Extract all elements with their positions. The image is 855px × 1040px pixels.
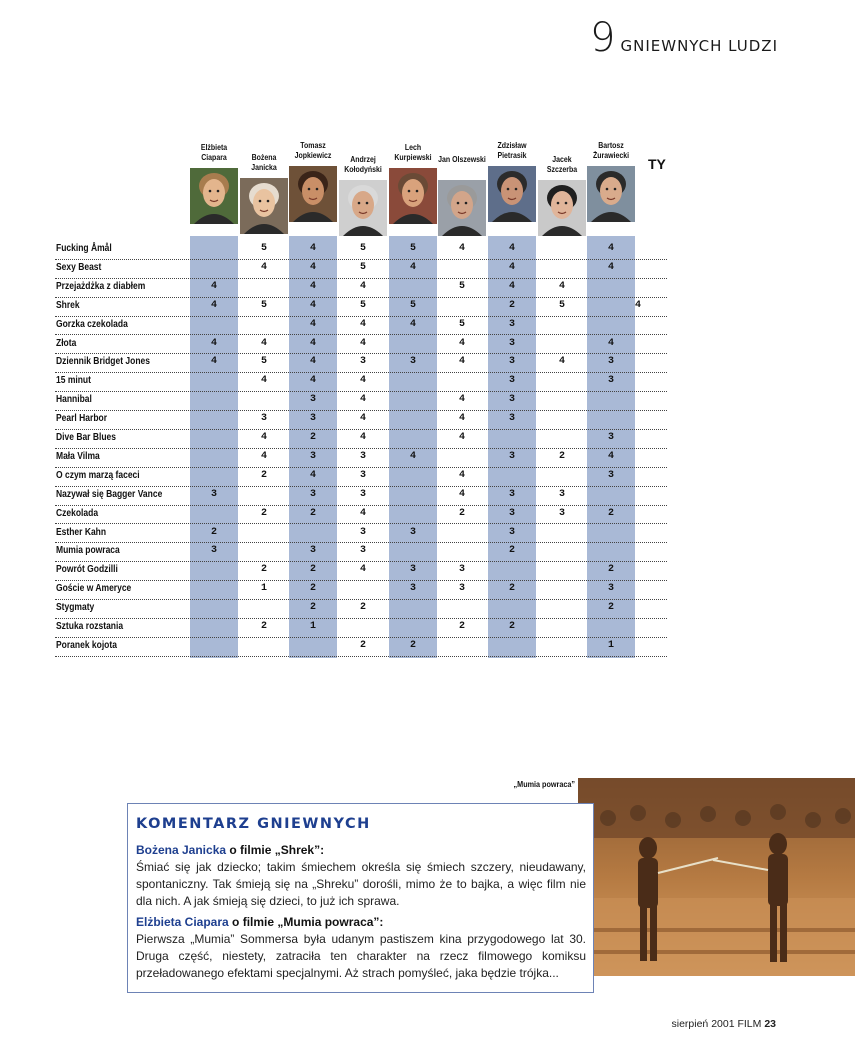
score-cell: 4 xyxy=(458,394,465,406)
score-cell: 2 xyxy=(458,621,465,632)
film-title: Złota xyxy=(56,337,77,349)
score-cell: 4 xyxy=(409,261,416,273)
score-cell: 4 xyxy=(210,356,217,368)
score-cell: 4 xyxy=(309,356,316,368)
movie-still-photo xyxy=(578,778,855,976)
score-cell: 4 xyxy=(210,280,217,292)
score-cell: 4 xyxy=(458,413,465,425)
score-cell: 3 xyxy=(508,356,515,368)
score-cell: 3 xyxy=(607,375,614,387)
score-cell: 4 xyxy=(260,432,267,443)
reviewer-photo xyxy=(339,180,387,236)
score-cell: 5 xyxy=(458,318,465,330)
score-cell: 3 xyxy=(309,450,316,462)
score-cell: 3 xyxy=(409,526,416,538)
score-cell: 3 xyxy=(508,488,515,500)
film-title: Mumia powraca xyxy=(56,545,120,557)
score-cell: 2 xyxy=(309,602,316,614)
score-cell: 3 xyxy=(458,564,465,576)
score-cell: 4 xyxy=(309,375,316,387)
score-cell: 4 xyxy=(359,507,366,519)
score-cell: 1 xyxy=(260,583,267,595)
score-cell: 3 xyxy=(409,583,416,595)
score-cell: 3 xyxy=(260,413,267,425)
film-title: Powrót Godzilli xyxy=(56,564,118,576)
score-cell: 4 xyxy=(458,356,465,368)
score-cell: 4 xyxy=(260,375,267,387)
ty-score-cell: 4 xyxy=(634,299,641,311)
score-cell: 3 xyxy=(359,450,366,462)
score-cell: 4 xyxy=(508,261,515,273)
score-cell: 5 xyxy=(359,243,366,254)
score-cell: 2 xyxy=(508,621,515,632)
score-cell: 3 xyxy=(607,356,614,368)
score-cell: 2 xyxy=(309,507,316,519)
film-title: Shrek xyxy=(56,299,80,311)
score-cell: 4 xyxy=(359,564,366,576)
score-cell: 5 xyxy=(458,280,465,292)
film-title: Przejażdżka z diabłem xyxy=(56,280,146,292)
reviewer-name: Jacek Szczerba xyxy=(546,154,578,174)
score-cell: 2 xyxy=(359,602,366,614)
score-cell: 3 xyxy=(607,432,614,443)
score-cell: 4 xyxy=(359,318,366,330)
score-cell: 4 xyxy=(458,469,465,481)
film-title: Mała Vilma xyxy=(56,450,100,462)
comment-2 xyxy=(136,914,586,982)
comment-text: Śmiać się jak dziecko; takim śmiechem określa się śmiech szczery, nieudawany, spontaniczny. Tak śmieją się na „Shreku” dorośli, mimo że to bajka, a więc film nie dla nich. A jak śmieją się dzieci, to już ich sprawa. xyxy=(136,860,586,908)
score-cell: 4 xyxy=(359,280,366,292)
score-cell: 1 xyxy=(309,621,316,632)
reviewer-photo xyxy=(289,166,337,222)
score-cell: 4 xyxy=(260,450,267,462)
score-cell: 3 xyxy=(309,413,316,425)
score-cell: 3 xyxy=(359,356,366,368)
score-cell: 2 xyxy=(409,639,416,651)
score-cell: 3 xyxy=(210,488,217,500)
photo-caption: „Mumia powraca” xyxy=(513,779,575,789)
table-row xyxy=(55,618,667,638)
film-title: Nazywał się Bagger Vance xyxy=(56,488,163,500)
commentary-heading: KOMENTARZ GNIEWNYCH xyxy=(136,816,371,832)
score-cell: 3 xyxy=(607,583,614,595)
score-cell: 4 xyxy=(607,337,614,349)
score-cell: 3 xyxy=(409,564,416,576)
film-title: Czekolada xyxy=(56,507,99,519)
page-footer xyxy=(672,1018,777,1030)
footer-issue: sierpień 2001 FILM xyxy=(671,1018,762,1030)
score-cell: 4 xyxy=(607,243,614,254)
score-cell: 2 xyxy=(508,299,515,311)
score-cell: 4 xyxy=(309,299,316,311)
film-title: Stygmaty xyxy=(56,602,95,614)
reviewer-name: Jan Olszewski xyxy=(438,154,486,164)
commentary-box xyxy=(127,803,594,993)
film-title: Hannibal xyxy=(56,394,92,406)
score-cell: 2 xyxy=(607,564,614,576)
score-cell: 5 xyxy=(260,243,267,254)
reviewer-photo xyxy=(190,168,238,224)
score-cell: 3 xyxy=(508,507,515,519)
section-number: 9 xyxy=(590,15,615,61)
score-cell: 4 xyxy=(359,394,366,406)
score-cell: 3 xyxy=(210,545,217,557)
score-cell: 2 xyxy=(309,432,316,443)
score-cell: 4 xyxy=(359,375,366,387)
score-cell: 4 xyxy=(607,450,614,462)
score-cell: 4 xyxy=(210,337,217,349)
reviewer-name: Lech Kurpiewski xyxy=(394,142,432,162)
score-cell: 2 xyxy=(210,526,217,538)
score-cell: 4 xyxy=(260,337,267,349)
score-cell: 2 xyxy=(359,639,366,651)
reviewer-photo xyxy=(488,166,536,222)
score-cell: 3 xyxy=(508,526,515,538)
score-cell: 4 xyxy=(359,432,366,443)
score-cell: 5 xyxy=(409,243,416,254)
score-cell: 2 xyxy=(260,469,267,481)
reviewer-name: Andrzej Kołodyński xyxy=(344,154,382,174)
score-cell: 3 xyxy=(558,507,565,519)
score-cell: 3 xyxy=(309,488,316,500)
score-cell: 3 xyxy=(508,318,515,330)
film-title: 15 minut xyxy=(56,375,91,387)
score-cell: 4 xyxy=(359,413,366,425)
page-number: 23 xyxy=(764,1018,776,1030)
score-cell: 3 xyxy=(458,583,465,595)
score-cell: 3 xyxy=(508,450,515,462)
reviewer-name: Tomasz Jopkiewicz xyxy=(294,140,332,160)
score-cell: 4 xyxy=(558,280,565,292)
score-cell: 2 xyxy=(607,602,614,614)
score-cell: 4 xyxy=(309,261,316,273)
score-cell: 4 xyxy=(409,318,416,330)
reviewer-photo xyxy=(240,178,288,234)
score-cell: 3 xyxy=(359,488,366,500)
score-cell: 5 xyxy=(409,299,416,311)
ty-column-header: TY xyxy=(648,156,666,172)
score-cell: 3 xyxy=(558,488,565,500)
film-title: Pearl Harbor xyxy=(56,413,108,425)
score-cell: 3 xyxy=(409,356,416,368)
score-cell: 3 xyxy=(309,545,316,557)
score-cell: 3 xyxy=(508,375,515,387)
reviewer-name: Bożena Janicka xyxy=(251,152,277,172)
film-title: Esther Kahn xyxy=(56,526,107,538)
reviewer-name: Bartosz Żurawiecki xyxy=(592,140,630,160)
score-cell: 4 xyxy=(558,356,565,368)
comment-subject: o filmie „Mumia powraca”: xyxy=(232,915,384,929)
score-cell: 2 xyxy=(309,564,316,576)
score-cell: 4 xyxy=(458,488,465,500)
reviewer-photo xyxy=(389,168,437,224)
score-cell: 4 xyxy=(309,318,316,330)
comment-subject: o filmie „Shrek”: xyxy=(229,843,325,857)
score-cell: 3 xyxy=(359,469,366,481)
score-cell: 5 xyxy=(260,299,267,311)
score-cell: 4 xyxy=(409,450,416,462)
score-cell: 4 xyxy=(458,243,465,254)
score-cell: 2 xyxy=(260,621,267,632)
film-title: Dziennik Bridget Jones xyxy=(56,356,150,368)
score-cell: 4 xyxy=(607,261,614,273)
score-cell: 4 xyxy=(458,337,465,349)
score-cell: 4 xyxy=(508,280,515,292)
score-cell: 3 xyxy=(359,545,366,557)
score-cell: 2 xyxy=(508,545,515,557)
score-cell: 3 xyxy=(359,526,366,538)
comment-text: Pierwsza „Mumia” Sommersa była udanym pastiszem kina przygodowego lat 30. Druga część, niestety, zatraciła ten charakter na rzecz filmowego komiksu przeładowanego efektami specjalnymi. Aż strach pomyśleć, jaka będzie trójka... xyxy=(136,932,586,980)
score-cell: 4 xyxy=(309,469,316,481)
score-cell: 4 xyxy=(309,243,316,254)
score-cell: 5 xyxy=(359,299,366,311)
section-title: GNIEWNYCH LUDZI xyxy=(620,37,778,55)
score-cell: 2 xyxy=(309,583,316,595)
film-title: Goście w Ameryce xyxy=(56,583,132,595)
reviewer-photo xyxy=(438,180,486,236)
score-cell: 4 xyxy=(458,432,465,443)
table-row xyxy=(55,580,667,600)
score-cell: 5 xyxy=(260,356,267,368)
score-cell: 4 xyxy=(309,337,316,349)
score-cell: 2 xyxy=(607,507,614,519)
comment-author: Elżbieta Ciapara xyxy=(136,915,229,929)
score-cell: 5 xyxy=(359,261,366,273)
score-cell: 4 xyxy=(359,337,366,349)
reviewer-photo xyxy=(587,166,635,222)
score-cell: 2 xyxy=(260,507,267,519)
film-title: O czym marzą faceci xyxy=(56,469,140,481)
film-title: Poranek kojota xyxy=(56,639,117,651)
reviewer-name: Elżbieta Ciapara xyxy=(200,142,228,162)
score-cell: 2 xyxy=(508,583,515,595)
score-cell: 3 xyxy=(607,469,614,481)
reviewer-photo xyxy=(538,180,586,236)
score-cell: 5 xyxy=(558,299,565,311)
film-title: Fucking Åmål xyxy=(56,243,112,254)
comment-1 xyxy=(136,842,586,910)
score-cell: 4 xyxy=(508,243,515,254)
score-cell: 4 xyxy=(210,299,217,311)
film-title: Sexy Beast xyxy=(56,261,102,273)
score-cell: 2 xyxy=(458,507,465,519)
film-title: Gorzka czekolada xyxy=(56,318,128,330)
score-cell: 2 xyxy=(558,450,565,462)
score-cell: 3 xyxy=(508,337,515,349)
score-cell: 1 xyxy=(607,639,614,651)
score-cell: 3 xyxy=(508,394,515,406)
score-cell: 3 xyxy=(309,394,316,406)
reviewer-name: Zdzisław Pietrasik xyxy=(497,140,527,160)
film-title: Sztuka rozstania xyxy=(56,621,124,632)
score-cell: 4 xyxy=(309,280,316,292)
score-cell: 4 xyxy=(260,261,267,273)
film-title: Dive Bar Blues xyxy=(56,432,117,443)
score-cell: 2 xyxy=(260,564,267,576)
score-cell: 3 xyxy=(508,413,515,425)
comment-author: Bożena Janicka xyxy=(136,843,227,857)
